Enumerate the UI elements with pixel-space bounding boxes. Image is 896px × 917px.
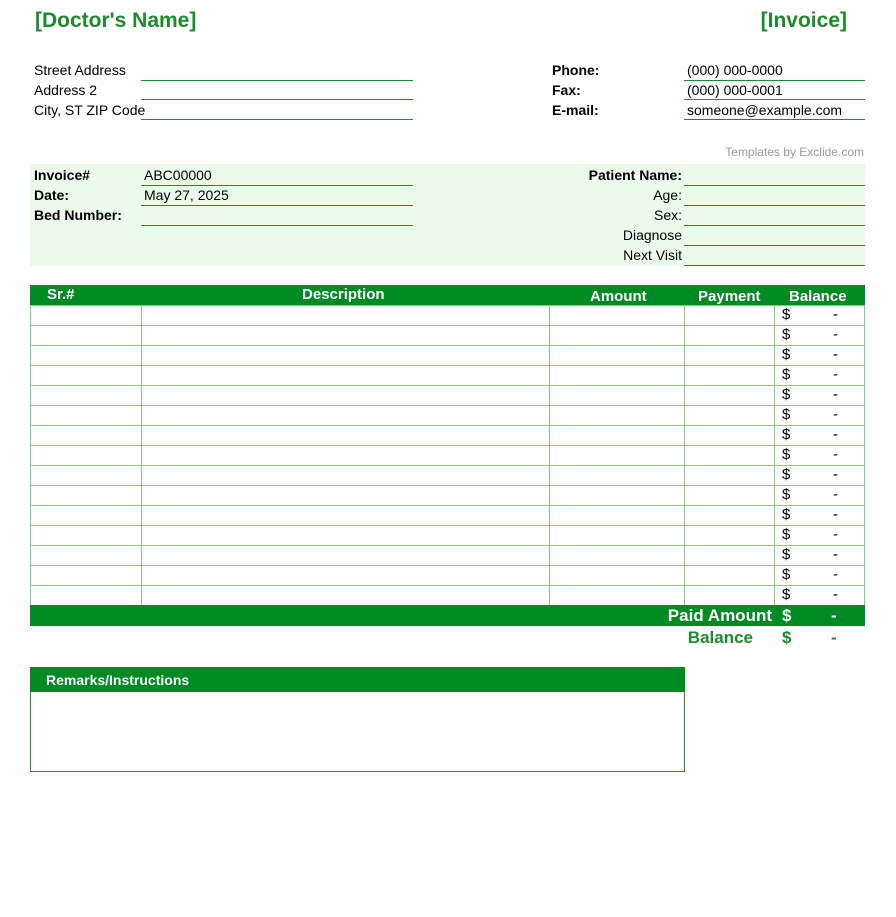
row-balance-value: -	[833, 566, 838, 583]
row-balance-currency: $	[782, 446, 791, 463]
patient-name-line[interactable]	[684, 185, 865, 186]
table-row-divider	[30, 365, 865, 366]
col-header-description: Description	[302, 286, 385, 303]
invoice-number-label: Invoice#	[34, 167, 91, 183]
table-row-divider	[30, 505, 865, 506]
table-col-divider	[684, 305, 685, 605]
row-balance-currency: $	[782, 406, 791, 423]
balance-total-value: -	[831, 628, 837, 647]
row-balance-value: -	[833, 386, 838, 403]
paid-amount-label: Paid Amount	[667, 606, 772, 625]
row-balance-value: -	[833, 546, 838, 563]
row-balance-value: -	[833, 306, 838, 323]
table-col-divider	[549, 305, 550, 605]
diagnose-label: Diagnose	[622, 227, 682, 243]
row-balance-value: -	[833, 486, 838, 503]
remarks-header	[30, 667, 685, 692]
row-balance-value: -	[833, 506, 838, 523]
table-row-divider	[30, 405, 865, 406]
paid-amount-currency: $	[782, 606, 792, 625]
balance-total-currency: $	[782, 628, 792, 647]
row-balance-currency: $	[782, 326, 791, 343]
row-balance-currency: $	[782, 306, 791, 323]
row-balance-value: -	[833, 586, 838, 603]
email-line	[684, 119, 865, 120]
next-visit-label: Next Visit	[623, 247, 682, 263]
table-col-divider	[30, 305, 31, 605]
row-balance-currency: $	[782, 386, 791, 403]
row-balance-value: -	[833, 326, 838, 343]
col-header-sr: Sr.#	[47, 286, 75, 303]
remarks-textarea[interactable]	[30, 692, 685, 772]
invoice-number-value[interactable]: ABC00000	[144, 167, 212, 183]
street-address-line[interactable]	[141, 80, 413, 81]
email-value[interactable]: someone@example.com	[687, 102, 843, 118]
table-row-divider	[30, 325, 865, 326]
row-balance-currency: $	[782, 566, 791, 583]
invoice-title: [Invoice]	[760, 9, 847, 32]
city-label: City, ST ZIP Code	[34, 102, 146, 118]
city-line[interactable]	[141, 119, 413, 120]
table-row-divider	[30, 425, 865, 426]
table-row-divider	[30, 525, 865, 526]
table-row-divider	[30, 445, 865, 446]
table-col-divider	[141, 305, 142, 605]
table-row-divider	[30, 585, 865, 586]
remarks-title: Remarks/Instructions	[46, 672, 190, 688]
sex-label: Sex:	[653, 207, 682, 223]
age-label: Age:	[653, 187, 682, 203]
street-address-label: Street Address	[34, 62, 126, 78]
table-row-divider	[30, 545, 865, 546]
fax-label: Fax:	[552, 82, 581, 98]
paid-amount-value: -	[831, 606, 837, 625]
row-balance-currency: $	[782, 366, 791, 383]
diagnose-line[interactable]	[684, 245, 865, 246]
items-table-body	[30, 305, 865, 605]
row-balance-currency: $	[782, 506, 791, 523]
date-value[interactable]: May 27, 2025	[144, 187, 229, 203]
fax-value[interactable]: (000) 000-0001	[687, 82, 783, 98]
row-balance-currency: $	[782, 546, 791, 563]
row-balance-value: -	[833, 466, 838, 483]
age-line[interactable]	[684, 205, 865, 206]
row-balance-currency: $	[782, 426, 791, 443]
table-row-divider	[30, 305, 865, 306]
row-balance-currency: $	[782, 526, 791, 543]
col-header-amount: Amount	[590, 288, 647, 305]
date-line	[141, 205, 413, 206]
row-balance-currency: $	[782, 586, 791, 603]
table-col-divider	[864, 305, 865, 605]
watermark-text: Templates by Exclide.com	[725, 145, 864, 159]
row-balance-value: -	[833, 526, 838, 543]
row-balance-currency: $	[782, 486, 791, 503]
row-balance-value: -	[833, 366, 838, 383]
col-header-payment: Payment	[698, 288, 761, 305]
row-balance-currency: $	[782, 346, 791, 363]
phone-value[interactable]: (000) 000-0000	[687, 62, 783, 78]
row-balance-value: -	[833, 426, 838, 443]
address2-line[interactable]	[141, 99, 413, 100]
address2-label: Address 2	[34, 82, 98, 98]
table-col-divider	[774, 305, 775, 605]
date-label: Date:	[34, 187, 70, 203]
balance-total-label: Balance	[687, 628, 753, 647]
bed-number-line[interactable]	[141, 225, 413, 226]
table-row-divider	[30, 465, 865, 466]
patient-name-label: Patient Name:	[588, 167, 682, 183]
row-balance-value: -	[833, 406, 838, 423]
col-header-balance: Balance	[789, 288, 847, 305]
table-row-divider	[30, 345, 865, 346]
next-visit-line[interactable]	[684, 265, 865, 266]
row-balance-value: -	[833, 346, 838, 363]
sex-line[interactable]	[684, 225, 865, 226]
table-row-divider	[30, 565, 865, 566]
email-label: E-mail:	[552, 102, 599, 118]
table-row-divider	[30, 385, 865, 386]
table-row-divider	[30, 485, 865, 486]
bed-number-label: Bed Number:	[34, 207, 122, 223]
balance-total-row	[30, 628, 865, 649]
paid-amount-bar	[30, 605, 865, 626]
row-balance-currency: $	[782, 466, 791, 483]
row-balance-value: -	[833, 446, 838, 463]
doctor-name-title: [Doctor's Name]	[35, 9, 197, 32]
phone-label: Phone:	[552, 62, 600, 78]
items-table-header	[30, 285, 865, 305]
